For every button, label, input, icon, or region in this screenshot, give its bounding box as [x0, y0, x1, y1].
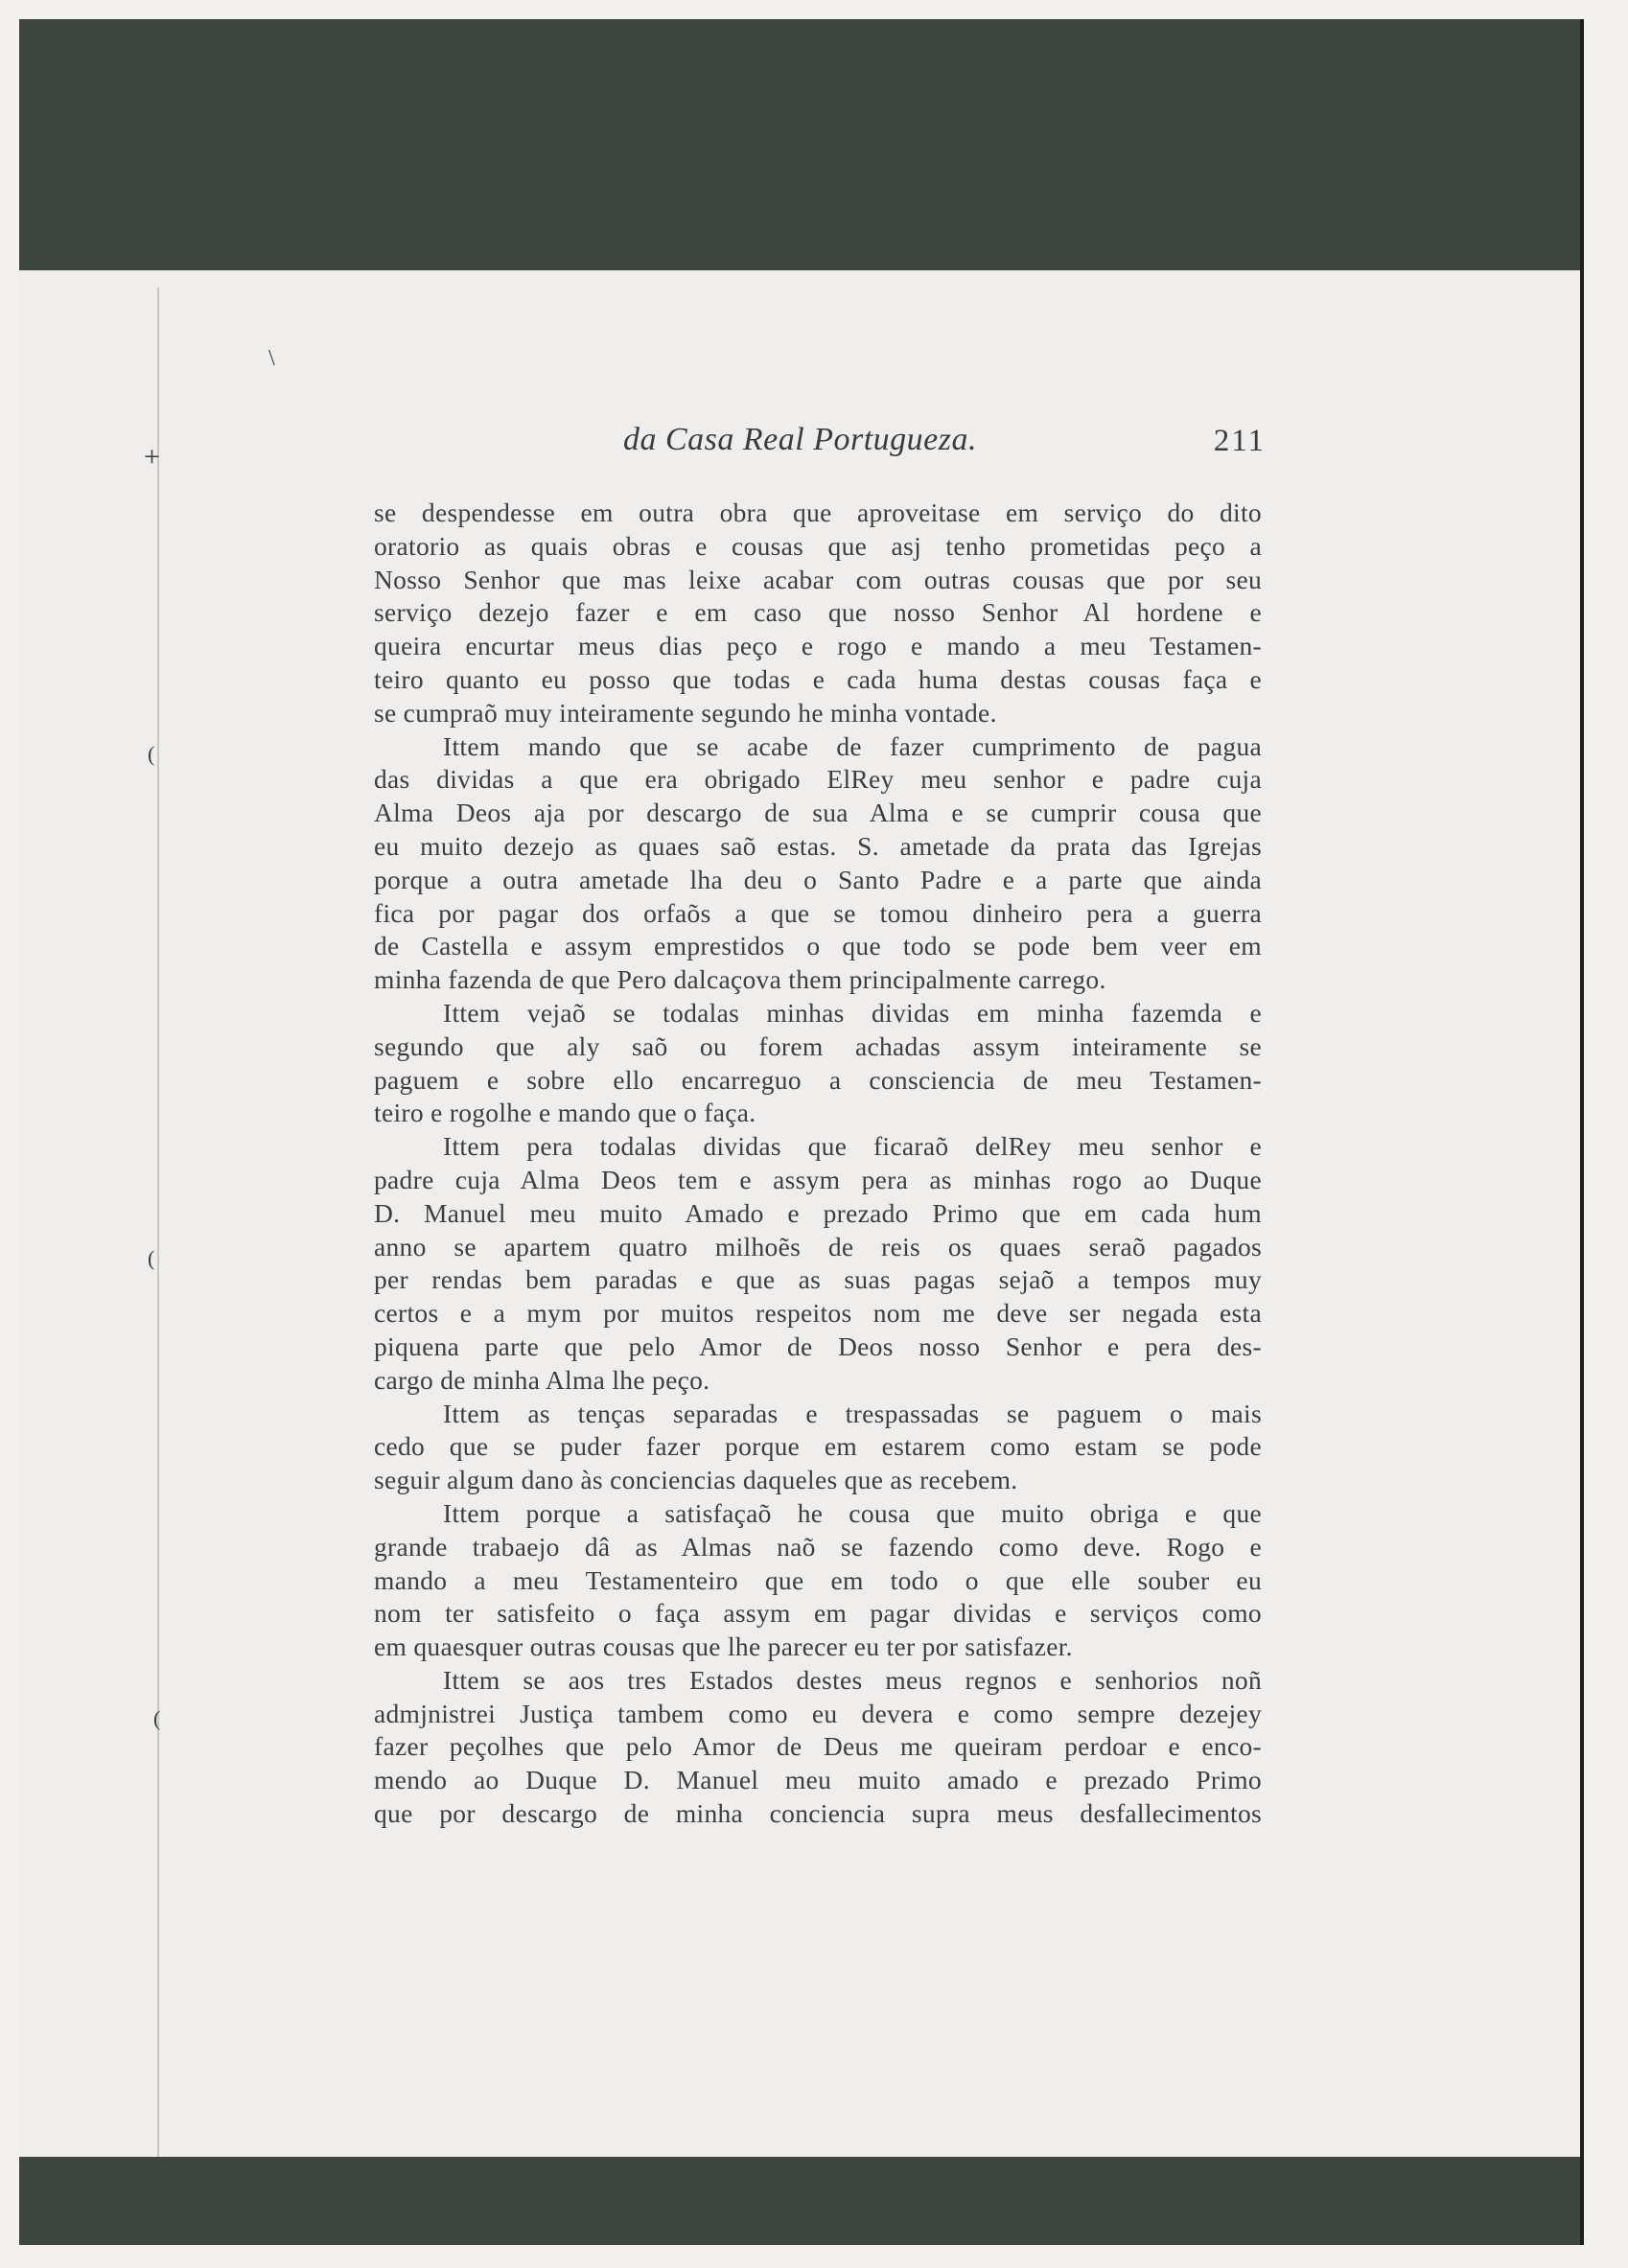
scan-right-edge — [1580, 19, 1584, 2245]
text-line: fica por pagar dos orfaõs a que se tomou dinheiro pera a guerra — [374, 897, 1262, 928]
text-line: Alma Deos aja por descargo de sua Alma e se cumprir cousa que — [374, 798, 1262, 828]
text-line: certos e a mym por muitos respeitos nom me deve ser negada esta — [374, 1298, 1262, 1329]
running-title: da Casa Real Portugueza. — [623, 422, 977, 457]
binding-spine-line — [157, 288, 159, 2157]
binding-mark-icon: + — [144, 441, 160, 473]
text-line: cargo de minha Alma lhe peço. — [374, 1364, 710, 1395]
binding-mark-icon: ( — [148, 1246, 155, 1270]
text-line: seguir algum dano às conciencias daqueles que as recebem. — [374, 1465, 1018, 1495]
text-line: Ittem porque a satisfaçaõ he cousa que muito obriga e que — [443, 1497, 1262, 1528]
binding-mark-icon: \ — [268, 346, 275, 371]
binding-mark-icon: ( — [153, 1706, 161, 1730]
text-line: fazer peçolhes que pelo Amor de Deus me queiram perdoar e enco- — [374, 1731, 1262, 1762]
text-line: mendo ao Duque D. Manuel meu muito amado e prezado Primo — [374, 1765, 1262, 1795]
page-number: 211 — [1213, 424, 1266, 458]
text-line: anno se apartem quatro milhoẽs de reis os quaes seraõ pagados — [374, 1231, 1262, 1261]
text-line: piquena parte que pelo Amor de Deos nosso Senhor e pera des- — [374, 1331, 1262, 1361]
text-line: minha fazenda de que Pero dalcaçova them principalmente carrego. — [374, 964, 1106, 995]
text-line: se despendesse em outra obra que aproveitase em serviço do dito — [374, 498, 1262, 527]
text-line: mando a meu Testamenteiro que em todo o que elle souber eu — [374, 1564, 1262, 1595]
text-line: padre cuja Alma Deos tem e assym pera as minhas rogo ao Duque — [374, 1164, 1262, 1194]
text-line: cedo que se puder fazer porque em estarem como estam se pode — [374, 1431, 1262, 1462]
text-line: Ittem se aos tres Estados destes meus regnos e senhorios noñ — [443, 1664, 1262, 1695]
running-head — [374, 418, 1266, 466]
text-line: teiro quanto eu posso que todas e cada huma destas cousas faça e — [374, 663, 1262, 694]
scan-bottom-dark-band — [19, 2157, 1580, 2245]
text-line: em quaesquer outras cousas que lhe parecer eu ter por satisfazer. — [374, 1632, 1073, 1662]
text-line: das dividas a que era obrigado ElRey meu senhor e padre cuja — [374, 764, 1262, 795]
text-line: Nosso Senhor que mas leixe acabar com outras cousas que por seu — [374, 564, 1262, 594]
text-line: Ittem mando que se acabe de fazer cumprimento de pagua — [443, 730, 1262, 761]
text-line: segundo que aly saõ ou forem achadas assym inteiramente se — [374, 1030, 1262, 1061]
text-line: Ittem vejaõ se todalas minhas dividas em minha fazemda e — [443, 997, 1262, 1028]
text-line: oratorio as quais obras e cousas que asj tenho prometidas peço a — [374, 530, 1262, 561]
text-line: nom ter satisfeito o faça assym em pagar dividas e serviços como — [374, 1598, 1262, 1629]
text-line: paguem e sobre ello encarreguo a consciencia de meu Testamen- — [374, 1064, 1262, 1095]
text-line: que por descargo de minha conciencia supra meus desfallecimentos — [374, 1798, 1262, 1829]
text-line: se cumpraõ muy inteiramente segundo he minha vontade. — [374, 697, 997, 728]
scan-top-dark-band — [19, 19, 1580, 270]
text-line: admjnistrei Justiça tambem como eu devera e como sempre dezejey — [374, 1698, 1262, 1728]
text-line: serviço dezejo fazer e em caso que nosso Senhor Al hordene e — [374, 597, 1262, 628]
text-line: per rendas bem paradas e que as suas pagas sejaõ a tempos muy — [374, 1264, 1262, 1295]
text-line: queira encurtar meus dias peço e rogo e mando a meu Testamen- — [374, 631, 1262, 661]
text-line: Ittem as tenças separadas e trespassadas se paguem o mais — [443, 1398, 1262, 1428]
binding-mark-icon: ( — [148, 742, 155, 766]
text-line: porque a outra ametade lha deu o Santo Padre e a parte que ainda — [374, 864, 1262, 894]
text-line: grande trabaejo dâ as Almas naõ se fazendo como deve. Rogo e — [374, 1531, 1262, 1562]
text-line: de Castella e assym emprestidos o que todo se pode bem veer em — [374, 931, 1262, 961]
text-line: teiro e rogolhe e mando que o faça. — [374, 1098, 756, 1128]
text-line: Ittem pera todalas dividas que ficaraõ delRey meu senhor e — [443, 1131, 1262, 1162]
text-line: D. Manuel meu muito Amado e prezado Primo que em cada hum — [374, 1197, 1262, 1228]
text-line: eu muito dezejo as quaes saõ estas. S. ametade da prata das Igrejas — [374, 830, 1262, 861]
body-text — [374, 497, 1262, 1831]
